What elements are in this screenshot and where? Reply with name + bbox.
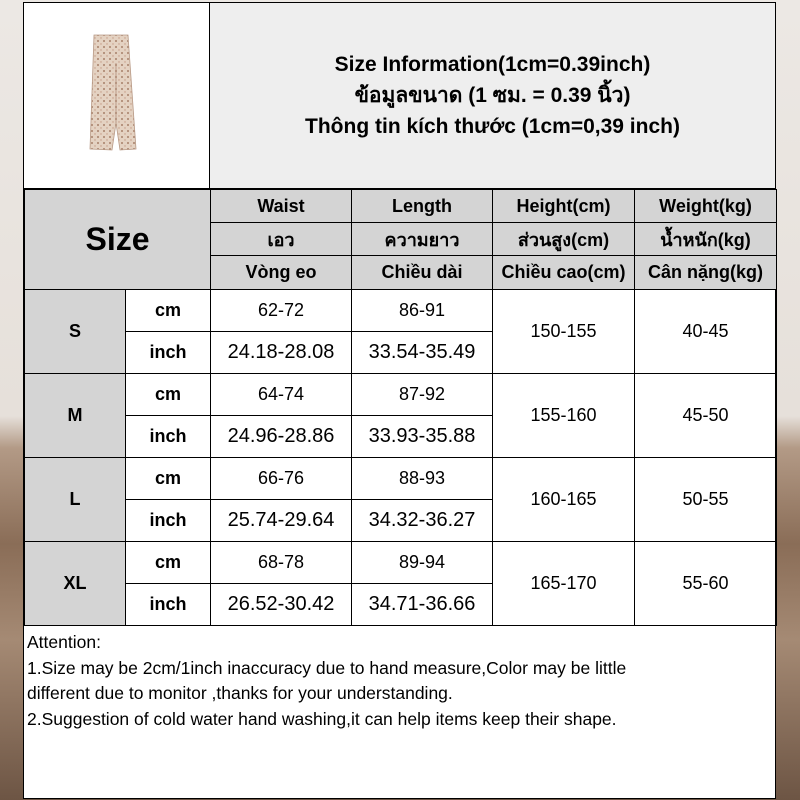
table-row — [25, 542, 777, 584]
length-header-en: Length — [352, 190, 493, 223]
length-inch: 34.71-36.66 — [352, 584, 493, 626]
waist-header-th: เอว — [211, 223, 352, 256]
unit-cm: cm — [126, 458, 211, 500]
waist-header-vi: Vòng eo — [211, 256, 352, 290]
size-table — [24, 189, 777, 626]
length-inch: 33.54-35.49 — [352, 332, 493, 374]
table-row — [25, 290, 777, 332]
weight-range: 40-45 — [635, 290, 777, 374]
waist-cm: 68-78 — [211, 542, 352, 584]
unit-inch: inch — [126, 584, 211, 626]
skirt-image — [24, 3, 210, 189]
size-chart-sheet — [23, 2, 776, 799]
size-label: S — [25, 290, 126, 374]
length-inch: 33.93-35.88 — [352, 416, 493, 458]
height-header-th: ส่วนสูง(cm) — [493, 223, 635, 256]
size-info-header — [210, 3, 775, 189]
weight-header-vi: Cân nặng(kg) — [635, 256, 777, 290]
unit-cm: cm — [126, 290, 211, 332]
table-row — [25, 374, 777, 416]
height-range: 165-170 — [493, 542, 635, 626]
title-thai: ข้อมูลขนาด (1 ซม. = 0.39 นิ้ว) — [354, 84, 631, 107]
note-line-2: different due to monitor ,thanks for your understanding. — [27, 683, 453, 703]
title-english: Size Information(1cm=0.39inch) — [334, 53, 651, 76]
length-cm: 89-94 — [352, 542, 493, 584]
waist-inch: 24.96-28.86 — [211, 416, 352, 458]
length-header-th: ความยาว — [352, 223, 493, 256]
length-cm: 86-91 — [352, 290, 493, 332]
size-header: Size — [25, 190, 211, 290]
waist-header-en: Waist — [211, 190, 352, 223]
unit-inch: inch — [126, 332, 211, 374]
length-inch: 34.32-36.27 — [352, 500, 493, 542]
product-image — [24, 3, 210, 189]
table-row — [25, 458, 777, 500]
weight-header-en: Weight(kg) — [635, 190, 777, 223]
waist-inch: 26.52-30.42 — [211, 584, 352, 626]
length-header-vi: Chiều dài — [352, 256, 493, 290]
height-range: 160-165 — [493, 458, 635, 542]
unit-inch: inch — [126, 500, 211, 542]
title-vietnamese: Thông tin kích thước (1cm=0,39 inch) — [305, 115, 680, 138]
weight-range: 45-50 — [635, 374, 777, 458]
weight-header-th: น้ำหนัก(kg) — [635, 223, 777, 256]
length-cm: 88-93 — [352, 458, 493, 500]
attention-notes — [27, 630, 771, 732]
weight-range: 55-60 — [635, 542, 777, 626]
height-range: 155-160 — [493, 374, 635, 458]
unit-cm: cm — [126, 542, 211, 584]
waist-cm: 62-72 — [211, 290, 352, 332]
length-cm: 87-92 — [352, 374, 493, 416]
size-label: L — [25, 458, 126, 542]
height-header-en: Height(cm) — [493, 190, 635, 223]
height-header-vi: Chiều cao(cm) — [493, 256, 635, 290]
size-label: XL — [25, 542, 126, 626]
height-range: 150-155 — [493, 290, 635, 374]
waist-cm: 64-74 — [211, 374, 352, 416]
weight-range: 50-55 — [635, 458, 777, 542]
waist-inch: 25.74-29.64 — [211, 500, 352, 542]
notes-heading: Attention: — [27, 632, 101, 652]
note-line-1: 1.Size may be 2cm/1inch inaccuracy due to hand measure,Color may be little — [27, 657, 627, 678]
waist-cm: 66-76 — [211, 458, 352, 500]
waist-inch: 24.18-28.08 — [211, 332, 352, 374]
note-line-3: 2.Suggestion of cold water hand washing,it can help items keep their shape. — [27, 708, 617, 729]
unit-inch: inch — [126, 416, 211, 458]
size-label: M — [25, 374, 126, 458]
unit-cm: cm — [126, 374, 211, 416]
